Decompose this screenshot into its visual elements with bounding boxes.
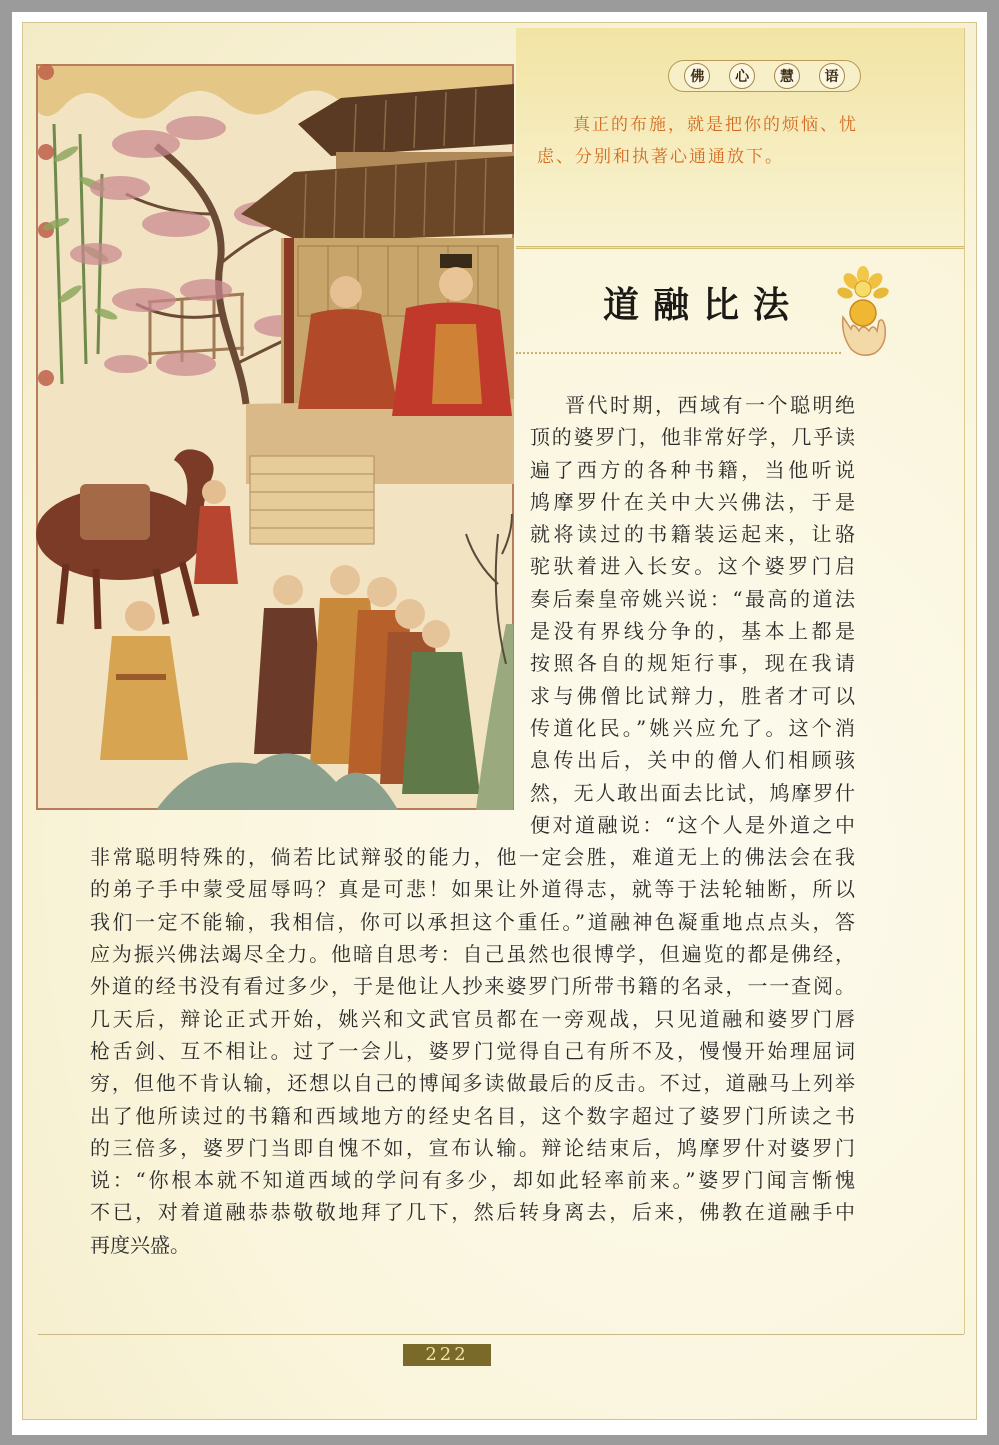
- body-line: 晋代时期，西域有一个聪明绝: [565, 393, 855, 417]
- body-line: 奏后秦皇帝姚兴说：“最高的道法: [530, 586, 855, 611]
- body-line: 是没有界线分争的，基本上都是: [530, 619, 855, 644]
- golden-orb: [850, 300, 876, 326]
- body-line: 然，无人敢出面去比试，鸠摩罗什: [530, 780, 855, 805]
- body-line: 非常聪明特殊的，倘若比试辩驳的能力，他一定会胜，难道无上的佛法会在我: [90, 845, 855, 870]
- section-label-char: 佛: [684, 63, 710, 89]
- body-line: 不已，对着道融恭恭敬敬地拜了几下，然后转身离去，后来，佛教在道融手中: [90, 1200, 855, 1225]
- right-margin-rule: [964, 28, 965, 1334]
- seated-monk-head: [330, 276, 362, 308]
- body-line: 的三倍多，婆罗门当即自愧不如，宣布认输。辩论结束后，鸠摩罗什对婆罗门: [90, 1135, 855, 1160]
- body-line: 枪舌剑、互不相让。过了一会儿，婆罗门觉得自己有所不及，慢慢开始理屈词: [90, 1038, 855, 1063]
- body-line: 传道化民。”姚兴应允了。这个消: [530, 715, 855, 740]
- body-line: 遍了西方的各种书籍，当他听说: [530, 457, 855, 482]
- body-line: 顶的婆罗门，他非常好学，几乎读: [530, 425, 855, 450]
- body-line: 求与佛僧比试辩力，胜者才可以: [530, 683, 855, 708]
- article-body: [90, 389, 855, 1261]
- body-line: 驼驮着进入长安。这个婆罗门启: [530, 554, 855, 579]
- page-number: 222: [403, 1344, 491, 1366]
- section-label-char: 心: [729, 63, 755, 89]
- body-line: 穷，但他不肯认输，还想以自己的博闻多读做最后的反击。不过，道融马上列举: [90, 1071, 855, 1096]
- body-line: 出了他所读过的书籍和西域地方的经史名目，这个数字超过了婆罗门所读之书: [90, 1103, 855, 1128]
- body-line: 应为振兴佛法竭尽全力。他暗自思考：自己虽然也很博学，但遍览的都是佛经，: [90, 942, 855, 967]
- body-line: 就将读过的书籍装运起来，让骆: [530, 522, 855, 547]
- body-line: 再度兴盛。: [90, 1232, 190, 1257]
- body-line: 的弟子手中蒙受屈辱吗？真是可悲！如果让外道得志，就等于法轮轴断，所以: [90, 877, 855, 902]
- footer-rule: [38, 1334, 964, 1335]
- emperor-head: [439, 267, 473, 301]
- body-line: 外道的经书没有看过多少，于是他让人抄来婆罗门所带书籍的名录，一一查阅。: [90, 974, 855, 999]
- body-line: 便对道融说：“这个人是外道之中: [530, 812, 855, 837]
- body-line: 鸠摩罗什在关中大兴佛法，于是: [530, 489, 855, 514]
- lotus-hand-icon: [833, 265, 893, 360]
- quote-line: 真正的布施，就是把你的烦恼、忧: [573, 115, 858, 135]
- article-title: 道融比法: [603, 284, 804, 326]
- body-line: 说：“你根本就不知道西域的学问有多少，却如此轻率前来。”婆罗门闻言惭愧: [90, 1168, 855, 1193]
- section-label-char: 语: [819, 63, 845, 89]
- body-line: 按照各自的规矩行事，现在我请: [530, 651, 855, 676]
- body-line: 几天后，辩论正式开始，姚兴和文武官员都在一旁观战，只见道融和婆罗门唇: [90, 1006, 855, 1031]
- lotus-flower: [836, 266, 890, 300]
- body-line: 我们一定不能输，我相信，你可以承担这个重任。”道融神色凝重地点点头，答: [90, 909, 855, 934]
- section-label-pill: [668, 60, 861, 92]
- quote-line: 虑、分别和执著心通通放下。: [537, 147, 784, 167]
- section-label-char: 慧: [774, 63, 800, 89]
- emperor-hat: [440, 254, 472, 268]
- body-line: 息传出后，关中的僧人们相顾骇: [530, 748, 855, 773]
- title-dotted-rule: [516, 352, 841, 354]
